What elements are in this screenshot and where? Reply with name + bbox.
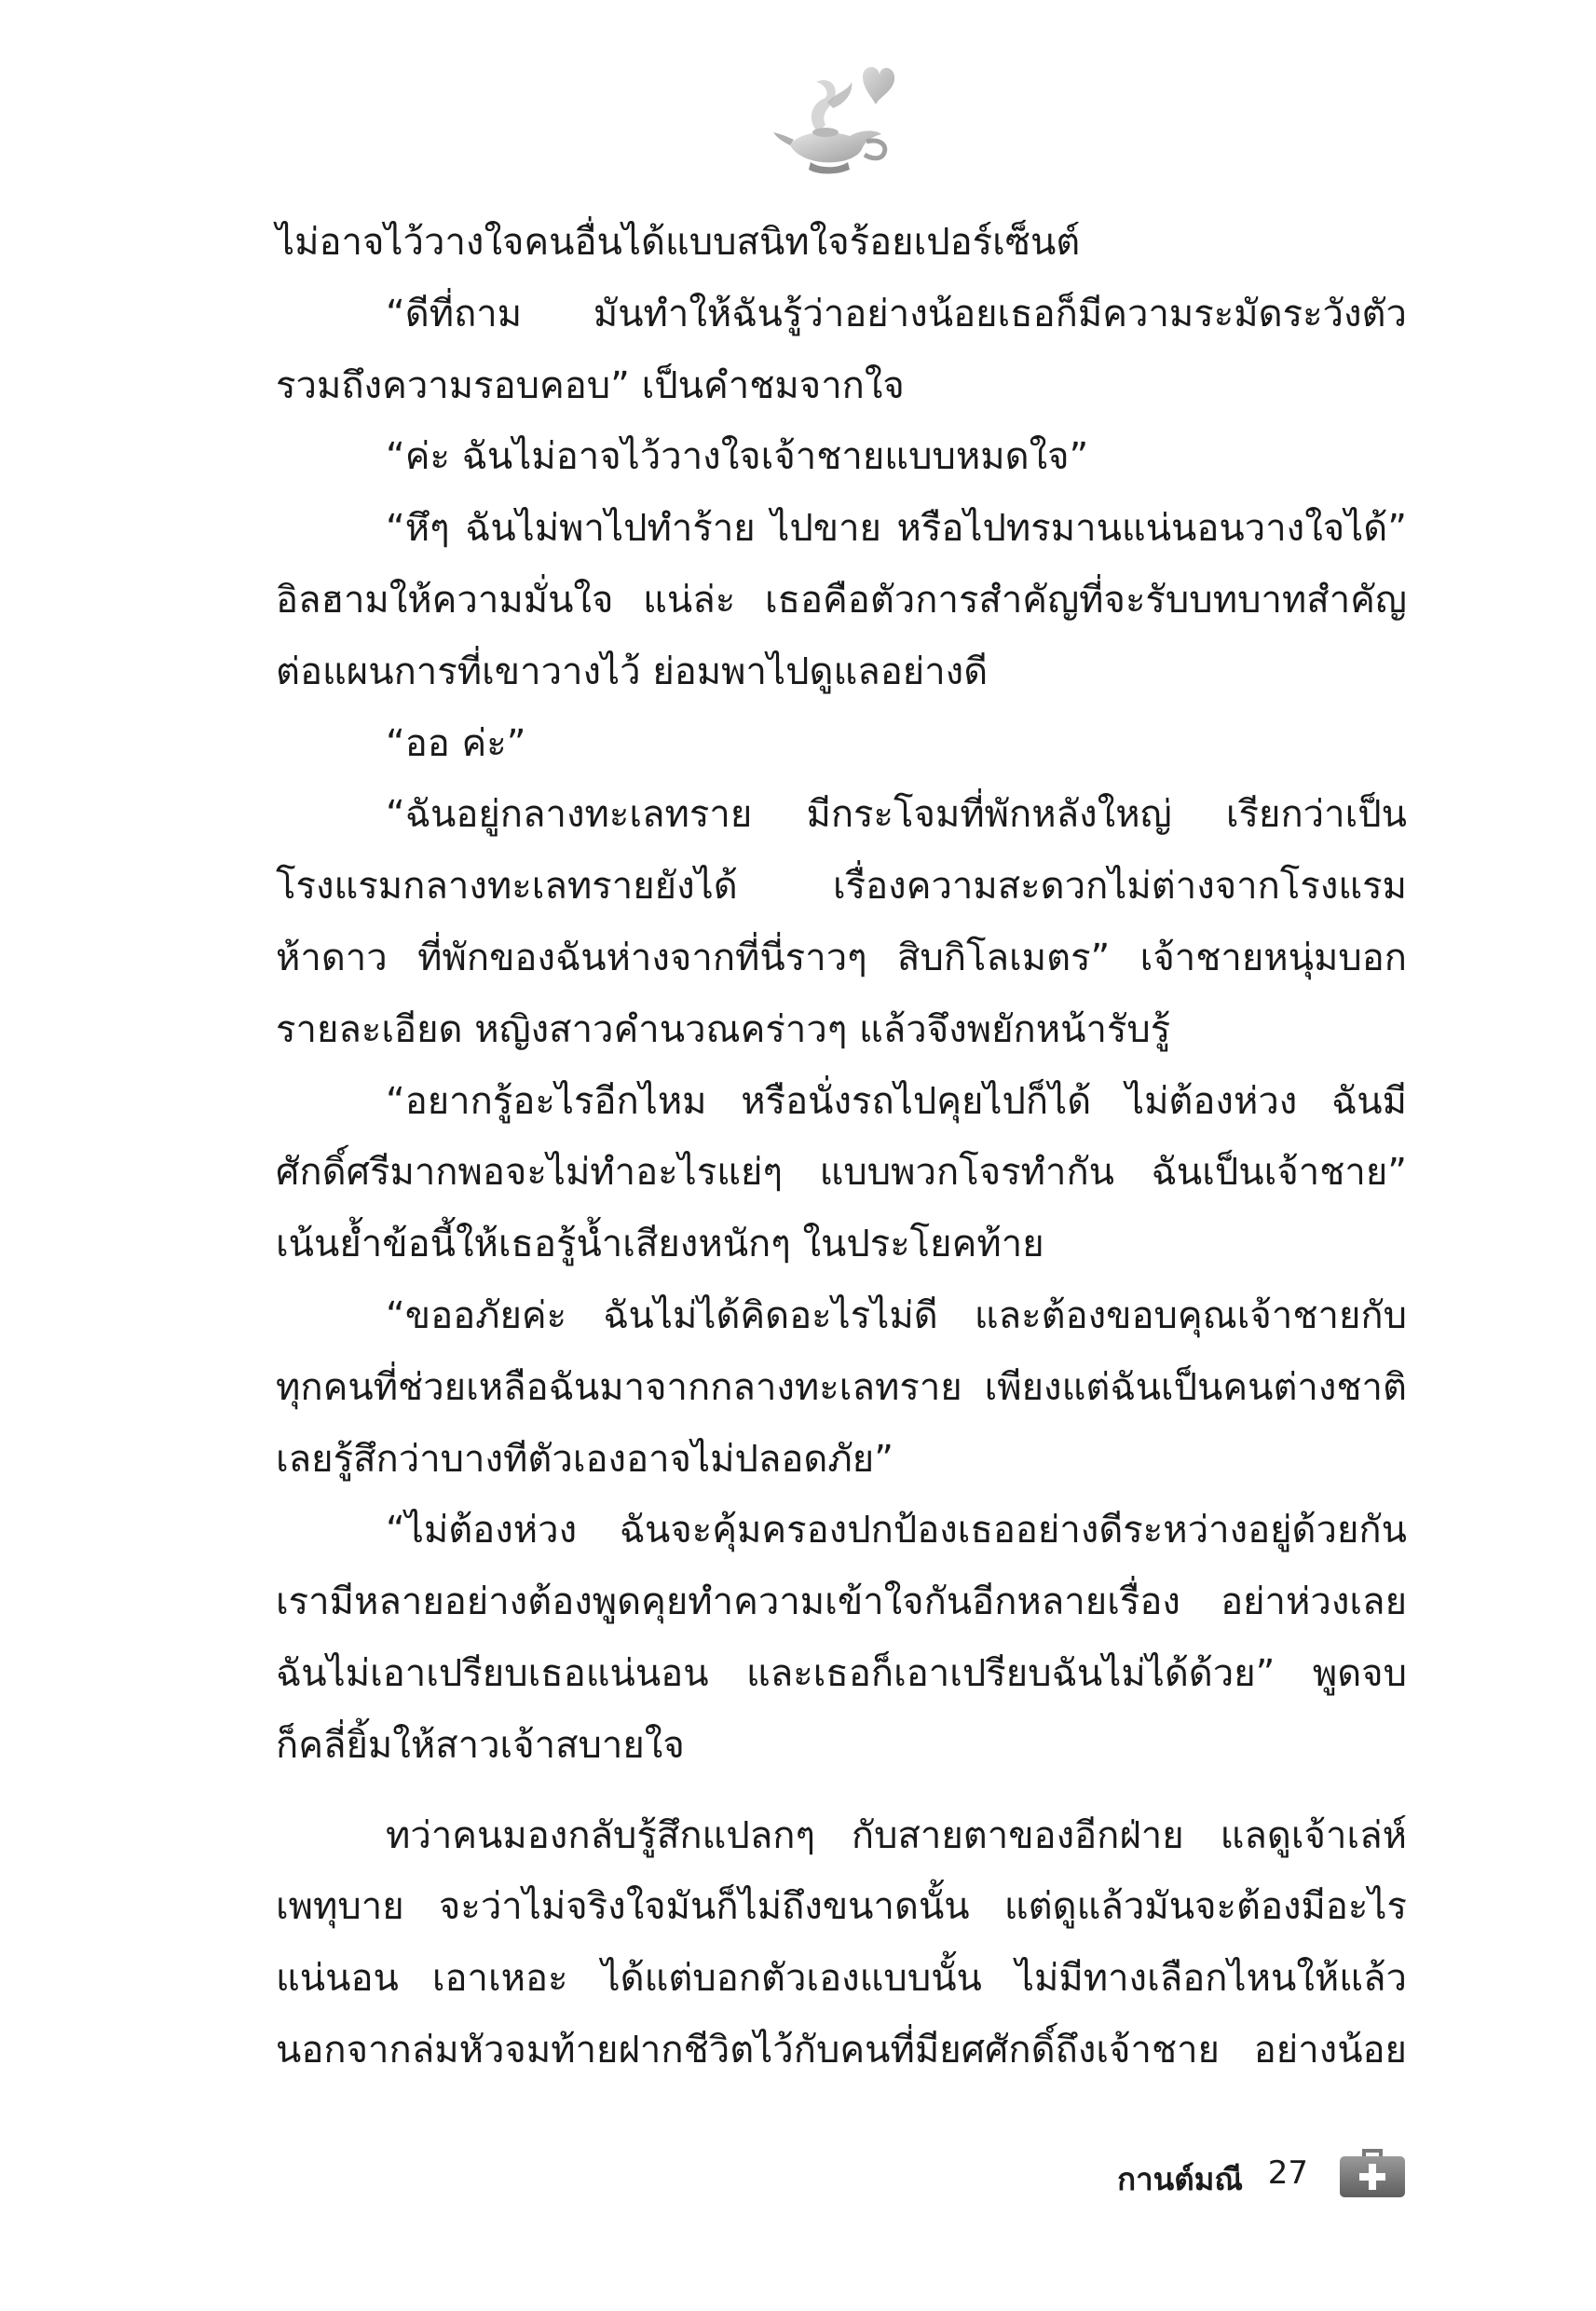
- text-line: “ออ ค่ะ”: [386, 721, 526, 765]
- text-line: ไม่อาจไว้วางใจคนอื่นได้แบบสนิทใจร้อยเปอร์เซ็นต์: [276, 221, 1081, 264]
- text-line: “หึๆ ฉันไม่พาไปทำร้าย ไปขาย หรือไปทรมานแน่นอนวางใจได้”: [386, 507, 1407, 551]
- text-line: โรงแรมกลางทะเลทรายยังได้ เรื่องความสะดวกไม่ต่างจากโรงแรม: [276, 865, 1407, 909]
- text-line: เน้นย้ำข้อนี้ให้เธอรู้น้ำเสียงหนักๆ ในประโยคท้าย: [276, 1223, 1044, 1266]
- text-line: ศักดิ์ศรีมากพอจะไม่ทำอะไรแย่ๆ แบบพวกโจรทำกัน ฉันเป็นเจ้าชาย”: [276, 1151, 1407, 1195]
- paragraph-gap: [276, 1782, 1407, 1800]
- text-line: ฉันไม่เอาเปรียบเธอแน่นอน และเธอก็เอาเปรียบฉันไม่ได้ด้วย” พูดจบ: [276, 1651, 1407, 1695]
- text-line: “ไม่ต้องห่วง ฉันจะคุ้มครองปกป้องเธออย่างดีระหว่างอยู่ด้วยกัน: [386, 1509, 1407, 1552]
- text-line: เรามีหลายอย่างต้องพูดคุยทำความเข้าใจกันอีกหลายเรื่อง อย่าห่วงเลย: [276, 1580, 1407, 1624]
- text-line: ห้าดาว ที่พักของฉันห่างจากที่นี่ราวๆ สิบกิโลเมตร” เจ้าชายหนุ่มบอก: [276, 936, 1407, 979]
- text-line: ต่อแผนการที่เขาวางไว้ ย่อมพาไปดูแลอย่างดี: [276, 650, 989, 693]
- text-line: “ค่ะ ฉันไม่อาจไว้วางใจเจ้าชายแบบหมดใจ”: [386, 435, 1089, 479]
- page-footer: [1025, 2143, 1416, 2208]
- text-line: ทว่าคนมองกลับรู้สึกแปลกๆ กับสายตาของอีกฝ่าย แลดูเจ้าเล่ห์: [386, 1813, 1407, 1857]
- text-line: แน่นอน เอาเหอะ ได้แต่บอกตัวเองแบบนั้น ไม่มีทางเลือกไหนให้แล้ว: [276, 1957, 1407, 2001]
- text-line: ก็คลี่ยิ้มให้สาวเจ้าสบายใจ: [276, 1723, 685, 1767]
- text-line: นอกจากล่มหัวจมท้ายฝากชีวิตไว้กับคนที่มียศศักดิ์ถึงเจ้าชาย อย่างน้อย: [276, 2028, 1407, 2072]
- text-line: “อยากรู้อะไรอีกไหม หรือนั่งรถไปคุยไปก็ได้ ไม่ต้องห่วง ฉันมี: [386, 1079, 1407, 1123]
- text-line: เพทุบาย จะว่าไม่จริงใจมันก็ไม่ถึงขนาดนั้น แต่ดูแล้วมันจะต้องมีอะไร: [276, 1885, 1407, 1929]
- page-number: 27: [1267, 2154, 1308, 2192]
- text-line: อิลฮามให้ความมั่นใจ แน่ล่ะ เธอคือตัวการสำคัญที่จะรับบทบาทสำคัญ: [276, 578, 1407, 622]
- text-line: รายละเอียด หญิงสาวคำนวณคร่าวๆ แล้วจึงพยักหน้ารับรู้: [276, 1007, 1171, 1051]
- text-line: “ดีที่ถาม มันทำให้ฉันรู้ว่าอย่างน้อยเธอก็มีความระมัดระวังตัว: [386, 292, 1407, 335]
- body-text: [276, 207, 1407, 2086]
- text-line: ทุกคนที่ช่วยเหลือฉันมาจากกลางทะเลทราย เพียงแต่ฉันเป็นคนต่างชาติ: [276, 1365, 1407, 1409]
- text-line: “ขออภัยค่ะ ฉันไม่ได้คิดอะไรไม่ดี และต้องขอบคุณเจ้าชายกับ: [386, 1293, 1407, 1337]
- genie-lamp-with-heart-icon: [770, 56, 900, 177]
- first-aid-kit-icon: [1336, 2143, 1409, 2201]
- text-line: “ฉันอยู่กลางทะเลทราย มีกระโจมที่พักหลังใหญ่ เรียกว่าเป็น: [386, 793, 1407, 837]
- text-line: รวมถึงความรอบคอบ” เป็นคำชมจากใจ: [276, 363, 905, 407]
- book-title: กานต์มณี: [1117, 2161, 1243, 2197]
- text-line: เลยรู้สึกว่าบางทีตัวเองอาจไม่ปลอดภัย”: [276, 1437, 893, 1481]
